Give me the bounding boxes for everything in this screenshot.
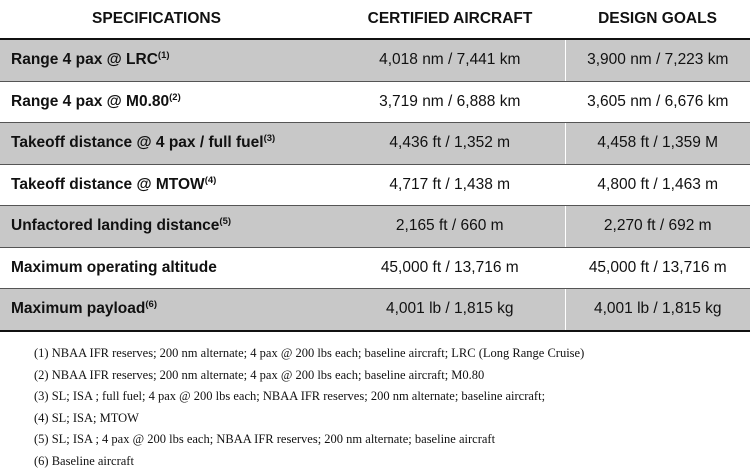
design-goal-value: 3,900 nm / 7,223 km bbox=[565, 39, 750, 81]
footnote-ref: (1) bbox=[157, 50, 170, 62]
footnote-ref: (2) bbox=[169, 91, 181, 103]
spec-label: Maximum operating altitude bbox=[0, 247, 335, 289]
footnote-3: (3) SL; ISA ; full fuel; 4 pax @ 200 lbs each; NBAA IFR reserves; 200 nm alternate; baseline aircraft; bbox=[34, 389, 546, 404]
spec-label: Takeoff distance @ 4 pax / full fuel$^{(3)}$ bbox=[0, 123, 335, 165]
header-design-goals: DESIGN GOALS bbox=[565, 0, 750, 39]
table-row bbox=[0, 39, 750, 81]
header-specifications: SPECIFICATIONS bbox=[0, 0, 335, 39]
spec-label: Range 4 pax @ LRC$^{(1)}$ bbox=[0, 39, 335, 81]
spec-label: Unfactored landing distance$^{(5)}$ bbox=[0, 206, 335, 248]
certified-value: 4,001 lb / 1,815 kg bbox=[335, 289, 565, 331]
design-goal-value: 4,458 ft / 1,359 M bbox=[565, 123, 750, 165]
footnote-ref: (3) bbox=[263, 133, 276, 145]
table-row bbox=[0, 164, 750, 206]
footnote-6: (6) Baseline aircraft bbox=[34, 453, 134, 468]
design-goal-value: 45,000 ft / 13,716 m bbox=[565, 247, 750, 289]
design-goal-value: 2,270 ft / 692 m bbox=[565, 206, 750, 248]
table-header-row bbox=[0, 0, 750, 39]
footnote-4: (4) SL; ISA; MTOW bbox=[34, 410, 139, 425]
certified-value: 3,719 nm / 6,888 km bbox=[335, 81, 565, 123]
certified-value: 4,436 ft / 1,352 m bbox=[335, 123, 565, 165]
header-certified-aircraft: CERTIFIED AIRCRAFT bbox=[335, 0, 565, 39]
footnote-1: (1) NBAA IFR reserves; 200 nm alternate; 4 pax @ 200 lbs each; baseline aircraft; LRC (Long Range Cruise) bbox=[34, 346, 585, 360]
table-row bbox=[0, 289, 750, 331]
certified-value: 45,000 ft / 13,716 m bbox=[335, 247, 565, 289]
design-goal-value: 3,605 nm / 6,676 km bbox=[565, 81, 750, 123]
footnote-2: (2) NBAA IFR reserves; 200 nm alternate; 4 pax @ 200 lbs each; baseline aircraft; M0.80 bbox=[34, 367, 485, 382]
table-row bbox=[0, 247, 750, 289]
spec-label: Takeoff distance @ MTOW$^{(4)}$ bbox=[0, 164, 335, 206]
footnote-ref: (4) bbox=[204, 174, 217, 186]
certified-value: 4,717 ft / 1,438 m bbox=[335, 164, 565, 206]
design-goal-value: 4,001 lb / 1,815 kg bbox=[565, 289, 750, 331]
table-row bbox=[0, 123, 750, 165]
footnotes bbox=[34, 343, 584, 473]
certified-value: 2,165 ft / 660 m bbox=[335, 206, 565, 248]
footnote-ref: (6) bbox=[145, 299, 157, 311]
certified-value: 4,018 nm / 7,441 km bbox=[335, 39, 565, 81]
table-row bbox=[0, 81, 750, 123]
footnote-ref: (5) bbox=[219, 216, 232, 228]
spec-label: Maximum payload$^{(6)}$ bbox=[0, 289, 335, 331]
design-goal-value: 4,800 ft / 1,463 m bbox=[565, 164, 750, 206]
spec-label: Range 4 pax @ M0.80$^{(2)}$ bbox=[0, 81, 335, 123]
table-row bbox=[0, 206, 750, 248]
footnote-5: (5) SL; ISA ; 4 pax @ 200 lbs each; NBAA IFR reserves; 200 nm alternate; baseline aircraft bbox=[34, 432, 496, 447]
